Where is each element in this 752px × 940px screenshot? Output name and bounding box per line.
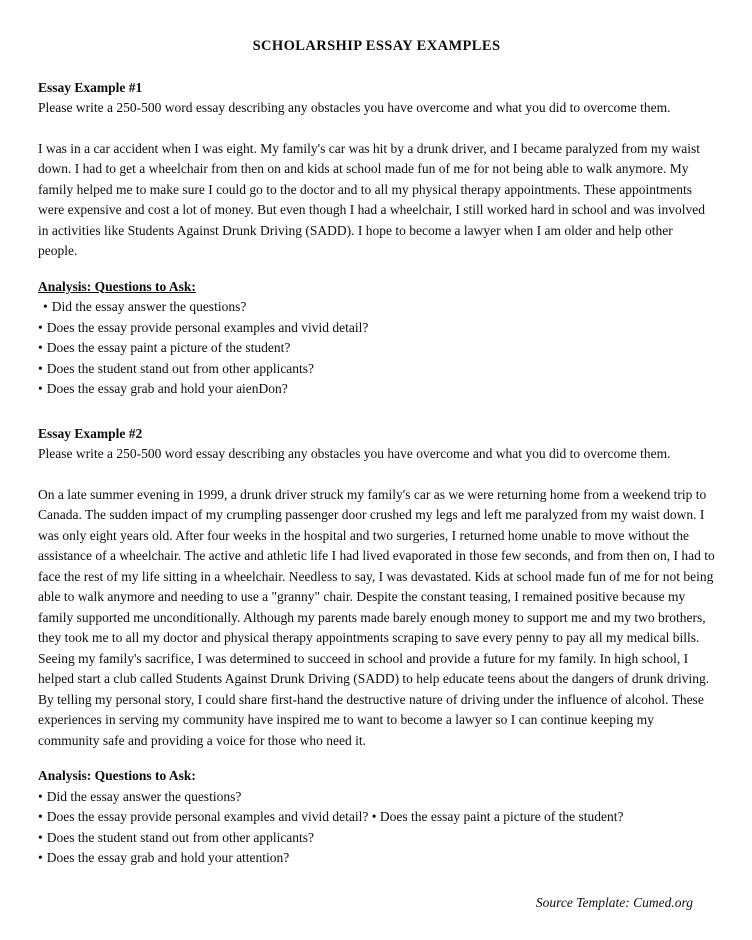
question-item [38, 318, 715, 339]
analysis-1-heading: Analysis: Questions to Ask: [38, 278, 196, 294]
question-text: Does the essay provide personal examples and vivid detail? [46, 319, 369, 335]
essay-example-2-text: On a late summer evening in 1999, a drunk driver struck my family's car as we were returning home from a weekend trip to Canada. The sudden impact of my crumpling passenger door crushed my legs and left me paralyzed from my waist down. I was only eight years old. After four weeks in the hospital and two surgeries, I returned home unable to move without the assistance of a wheelchair. The active and athletic life I had lived evaporated in those few seconds, and from then on, I had to face the rest of my life sitting in a wheelchair. Needless to say, I was devastated. Kids at school made fun of me for not being able to walk anymore and needing to use a "granny" chair. Despite the constant teasing, I remained positive because my family supported me unconditionally. Although my parents made barely enough money to support me and my two brothers, they took me to all my doctor and physical therapy appointments scraping to save every penny to pay all my medical bills. Seeing my family's sacrifice, I was determined to succeed in school and provide a future for my family. In high school, I helped start a club called Students Against Drunk Driving (SADD) to help educate teens about the dangers of drunk driving. By telling my personal story, I could share first-hand the destructive nature of driving under the influence of alcohol. These experiences in serving my community have inspired me to want to become a lawyer so I can continue keeping my community safe and providing a voice for those who need it. [38, 486, 715, 748]
bullet-icon: • [38, 340, 43, 355]
question-item [38, 338, 715, 359]
question-text: Did the essay answer the questions? [46, 788, 242, 804]
question-text: Does the essay provide personal examples and vivid detail? • Does the essay paint a picture of the student? [46, 809, 624, 824]
bullet-icon: • [38, 360, 43, 376]
question-item [38, 297, 715, 318]
question-item [38, 807, 715, 828]
essay-example-1-text: I was in a car accident when I was eight. My family's car was hit by a drunk driver, and I became paralyzed from my waist down. I had to get a wheelchair from then on and kids at school made fun of me for not being able to walk anymore. My family helped me to make sure I could go to the doctor and to all my physical therapy appointments. These appointments were expensive and cost a lot of money. But even though I had a wheelchair, I still worked hard in school and was involved in activities like Students Against Drunk Driving (SADD). I hope to become a lawyer when I am older and help other people. [38, 140, 706, 258]
bullet-icon: • [38, 319, 43, 335]
analysis-2-section [38, 766, 715, 869]
analysis-1-question-list [38, 297, 715, 400]
essay-example-2-heading: Essay Example #2 [38, 425, 143, 441]
question-text: Did the essay answer the questions? [51, 299, 247, 314]
question-text: Does the essay paint a picture of the student? [46, 340, 291, 355]
bullet-icon: • [38, 381, 43, 396]
analysis-1-section [38, 277, 715, 400]
analysis-2-question-list [38, 787, 715, 869]
question-item [38, 828, 715, 849]
bullet-icon: • [38, 788, 43, 804]
essay-example-2-section [38, 424, 715, 752]
question-item [38, 359, 715, 380]
essay-example-1-section [38, 78, 715, 262]
question-text: Does the student stand out from other applicants? [46, 360, 315, 376]
question-text: Does the essay grab and hold your aienDon? [46, 381, 288, 396]
question-text: Does the student stand out from other applicants? [46, 829, 315, 845]
question-item [38, 379, 715, 400]
essay-example-2-prompt: Please write a 250-500 word essay describing any obstacles you have overcome and what you did to overcome them. [38, 446, 671, 461]
question-item [38, 848, 715, 869]
page-title: SCHOLARSHIP ESSAY EXAMPLES [252, 38, 501, 54]
essay-example-1-prompt: Please write a 250-500 word essay describing any obstacles you have overcome and what you did to overcome them. [38, 100, 671, 115]
question-text: Does the essay grab and hold your attention? [46, 850, 290, 865]
bullet-icon: • [38, 850, 43, 865]
question-item [38, 787, 715, 808]
analysis-2-heading: Analysis: Questions to Ask: [38, 768, 196, 783]
essay-example-1-heading: Essay Example #1 [38, 79, 143, 95]
bullet-icon: • [38, 809, 43, 824]
bullet-icon: • [43, 299, 48, 314]
source-template-note: Source Template: Cumed.org [535, 894, 693, 910]
bullet-icon: • [38, 829, 43, 845]
